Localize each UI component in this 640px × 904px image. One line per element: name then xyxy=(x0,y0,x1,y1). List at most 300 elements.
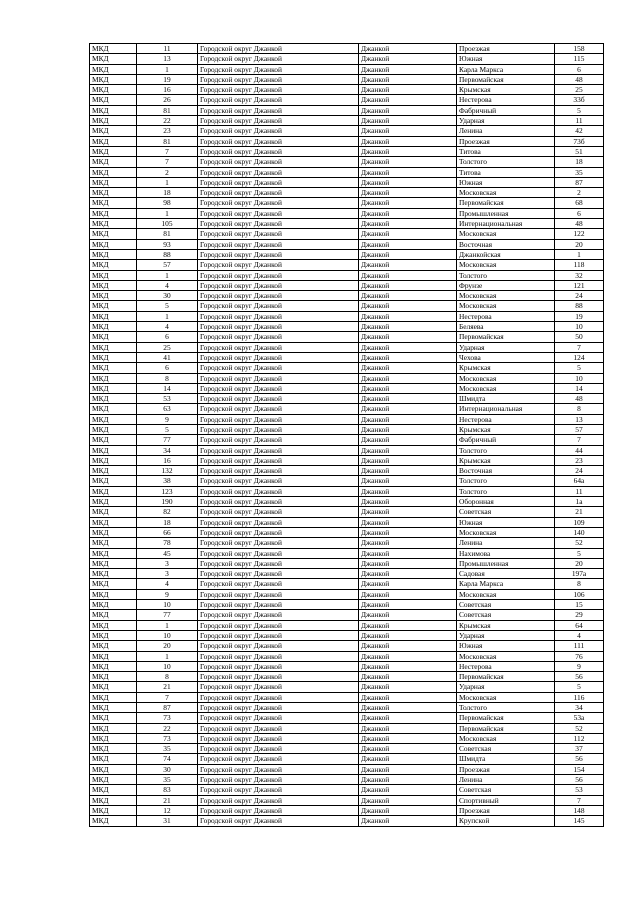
object-type-cell: МКД xyxy=(90,126,137,136)
street-cell: Первомайская xyxy=(457,672,555,682)
number-cell: 35 xyxy=(137,744,198,754)
city-cell: Джанкой xyxy=(359,332,457,342)
city-cell: Джанкой xyxy=(359,188,457,198)
city-cell: Джанкой xyxy=(359,651,457,661)
city-cell: Джанкой xyxy=(359,239,457,249)
municipality-cell: Городской округ Джанкой xyxy=(198,507,359,517)
table-row xyxy=(90,754,604,764)
street-cell: Нестерова xyxy=(457,311,555,321)
table-row xyxy=(90,816,604,826)
house-number-cell: 64а xyxy=(555,476,604,486)
municipality-cell: Городской округ Джанкой xyxy=(198,754,359,764)
object-type-cell: МКД xyxy=(90,116,137,126)
number-cell: 38 xyxy=(137,476,198,486)
house-number-cell: 24 xyxy=(555,291,604,301)
number-cell: 35 xyxy=(137,775,198,785)
house-number-cell: 122 xyxy=(555,229,604,239)
object-type-cell: МКД xyxy=(90,692,137,702)
number-cell: 13 xyxy=(137,54,198,64)
number-cell: 11 xyxy=(137,44,198,54)
number-cell: 45 xyxy=(137,548,198,558)
object-type-cell: МКД xyxy=(90,579,137,589)
street-cell: Титова xyxy=(457,146,555,156)
house-number-cell: 33б xyxy=(555,95,604,105)
number-cell: 98 xyxy=(137,198,198,208)
street-cell: Толстого xyxy=(457,270,555,280)
object-type-cell: МКД xyxy=(90,260,137,270)
street-cell: Спортивный xyxy=(457,795,555,805)
house-number-cell: 57 xyxy=(555,424,604,434)
house-number-cell: 6 xyxy=(555,64,604,74)
house-number-cell: 29 xyxy=(555,610,604,620)
object-type-cell: МКД xyxy=(90,497,137,507)
city-cell: Джанкой xyxy=(359,157,457,167)
house-number-cell: 7 xyxy=(555,342,604,352)
house-number-cell: 13 xyxy=(555,414,604,424)
municipality-cell: Городской округ Джанкой xyxy=(198,249,359,259)
object-type-cell: МКД xyxy=(90,610,137,620)
house-number-cell: 111 xyxy=(555,641,604,651)
house-number-cell: 4 xyxy=(555,630,604,640)
number-cell: 5 xyxy=(137,301,198,311)
object-type-cell: МКД xyxy=(90,383,137,393)
street-cell: Южная xyxy=(457,517,555,527)
table-row xyxy=(90,208,604,218)
house-number-cell: 87 xyxy=(555,177,604,187)
object-type-cell: МКД xyxy=(90,301,137,311)
municipality-cell: Городской округ Джанкой xyxy=(198,54,359,64)
city-cell: Джанкой xyxy=(359,682,457,692)
object-type-cell: МКД xyxy=(90,188,137,198)
street-cell: Московская xyxy=(457,229,555,239)
municipality-cell: Городской округ Джанкой xyxy=(198,713,359,723)
city-cell: Джанкой xyxy=(359,363,457,373)
city-cell: Джанкой xyxy=(359,435,457,445)
number-cell: 1 xyxy=(137,177,198,187)
object-type-cell: МКД xyxy=(90,219,137,229)
table-row xyxy=(90,455,604,465)
table-row xyxy=(90,146,604,156)
city-cell: Джанкой xyxy=(359,476,457,486)
number-cell: 4 xyxy=(137,322,198,332)
object-type-cell: МКД xyxy=(90,105,137,115)
city-cell: Джанкой xyxy=(359,538,457,548)
table-row xyxy=(90,723,604,733)
house-number-cell: 53 xyxy=(555,785,604,795)
object-type-cell: МКД xyxy=(90,177,137,187)
table-row xyxy=(90,661,604,671)
table-row xyxy=(90,363,604,373)
table-row xyxy=(90,105,604,115)
object-type-cell: МКД xyxy=(90,527,137,537)
house-number-cell: 5 xyxy=(555,363,604,373)
city-cell: Джанкой xyxy=(359,126,457,136)
number-cell: 3 xyxy=(137,569,198,579)
municipality-cell: Городской округ Джанкой xyxy=(198,126,359,136)
object-type-cell: МКД xyxy=(90,198,137,208)
city-cell: Джанкой xyxy=(359,795,457,805)
number-cell: 63 xyxy=(137,404,198,414)
number-cell: 9 xyxy=(137,414,198,424)
house-number-cell: 64 xyxy=(555,620,604,630)
city-cell: Джанкой xyxy=(359,383,457,393)
house-number-cell: 50 xyxy=(555,332,604,342)
city-cell: Джанкой xyxy=(359,744,457,754)
city-cell: Джанкой xyxy=(359,352,457,362)
street-cell: Чехова xyxy=(457,352,555,362)
object-type-cell: МКД xyxy=(90,435,137,445)
street-cell: Промышленная xyxy=(457,558,555,568)
house-number-cell: 8 xyxy=(555,579,604,589)
street-cell: Южная xyxy=(457,54,555,64)
number-cell: 78 xyxy=(137,538,198,548)
number-cell: 1 xyxy=(137,208,198,218)
table-row xyxy=(90,507,604,517)
street-cell: Московская xyxy=(457,260,555,270)
city-cell: Джанкой xyxy=(359,177,457,187)
object-type-cell: МКД xyxy=(90,249,137,259)
city-cell: Джанкой xyxy=(359,723,457,733)
object-type-cell: МКД xyxy=(90,424,137,434)
house-number-cell: 112 xyxy=(555,733,604,743)
street-cell: Карла Маркса xyxy=(457,579,555,589)
house-number-cell: 116 xyxy=(555,692,604,702)
object-type-cell: МКД xyxy=(90,363,137,373)
object-type-cell: МКД xyxy=(90,44,137,54)
street-cell: Крымская xyxy=(457,363,555,373)
number-cell: 10 xyxy=(137,661,198,671)
object-type-cell: МКД xyxy=(90,74,137,84)
municipality-cell: Городской округ Джанкой xyxy=(198,270,359,280)
address-table-body xyxy=(90,44,604,827)
table-row xyxy=(90,435,604,445)
table-row xyxy=(90,394,604,404)
house-number-cell: 8 xyxy=(555,404,604,414)
table-row xyxy=(90,733,604,743)
number-cell: 21 xyxy=(137,795,198,805)
street-cell: Проезжая xyxy=(457,136,555,146)
street-cell: Садовая xyxy=(457,569,555,579)
object-type-cell: МКД xyxy=(90,311,137,321)
street-cell: Фабричный xyxy=(457,435,555,445)
house-number-cell: 21 xyxy=(555,507,604,517)
number-cell: 1 xyxy=(137,311,198,321)
number-cell: 8 xyxy=(137,672,198,682)
municipality-cell: Городской округ Джанкой xyxy=(198,352,359,362)
object-type-cell: МКД xyxy=(90,805,137,815)
street-cell: Нахимова xyxy=(457,548,555,558)
table-row xyxy=(90,785,604,795)
object-type-cell: МКД xyxy=(90,85,137,95)
table-row xyxy=(90,116,604,126)
object-type-cell: МКД xyxy=(90,95,137,105)
street-cell: Крымская xyxy=(457,620,555,630)
street-cell: Советская xyxy=(457,744,555,754)
city-cell: Джанкой xyxy=(359,764,457,774)
object-type-cell: МКД xyxy=(90,322,137,332)
house-number-cell: 1а xyxy=(555,497,604,507)
object-type-cell: МКД xyxy=(90,558,137,568)
house-number-cell: 140 xyxy=(555,527,604,537)
object-type-cell: МКД xyxy=(90,764,137,774)
house-number-cell: 48 xyxy=(555,394,604,404)
house-number-cell: 5 xyxy=(555,548,604,558)
object-type-cell: МКД xyxy=(90,785,137,795)
street-cell: Московская xyxy=(457,651,555,661)
street-cell: Советская xyxy=(457,785,555,795)
house-number-cell: 53а xyxy=(555,713,604,723)
municipality-cell: Городской округ Джанкой xyxy=(198,219,359,229)
number-cell: 1 xyxy=(137,651,198,661)
number-cell: 18 xyxy=(137,188,198,198)
table-row xyxy=(90,600,604,610)
table-row xyxy=(90,744,604,754)
table-row xyxy=(90,280,604,290)
municipality-cell: Городской округ Джанкой xyxy=(198,476,359,486)
object-type-cell: МКД xyxy=(90,641,137,651)
municipality-cell: Городской округ Джанкой xyxy=(198,703,359,713)
table-row xyxy=(90,85,604,95)
object-type-cell: МКД xyxy=(90,445,137,455)
number-cell: 7 xyxy=(137,157,198,167)
city-cell: Джанкой xyxy=(359,270,457,280)
object-type-cell: МКД xyxy=(90,538,137,548)
number-cell: 57 xyxy=(137,260,198,270)
street-cell: Проезжая xyxy=(457,764,555,774)
street-cell: Крымская xyxy=(457,424,555,434)
object-type-cell: МКД xyxy=(90,775,137,785)
table-row xyxy=(90,527,604,537)
house-number-cell: 7 xyxy=(555,795,604,805)
city-cell: Джанкой xyxy=(359,672,457,682)
number-cell: 30 xyxy=(137,764,198,774)
house-number-cell: 68 xyxy=(555,198,604,208)
municipality-cell: Городской округ Джанкой xyxy=(198,569,359,579)
number-cell: 20 xyxy=(137,641,198,651)
table-row xyxy=(90,404,604,414)
city-cell: Джанкой xyxy=(359,692,457,702)
table-row xyxy=(90,44,604,54)
street-cell: Восточная xyxy=(457,466,555,476)
city-cell: Джанкой xyxy=(359,322,457,332)
street-cell: Южная xyxy=(457,641,555,651)
house-number-cell: 14 xyxy=(555,383,604,393)
city-cell: Джанкой xyxy=(359,249,457,259)
table-row xyxy=(90,301,604,311)
municipality-cell: Городской округ Джанкой xyxy=(198,414,359,424)
municipality-cell: Городской округ Джанкой xyxy=(198,342,359,352)
municipality-cell: Городской округ Джанкой xyxy=(198,744,359,754)
number-cell: 1 xyxy=(137,270,198,280)
street-cell: Джанкойская xyxy=(457,249,555,259)
street-cell: Нестерова xyxy=(457,414,555,424)
street-cell: Первомайская xyxy=(457,723,555,733)
table-row xyxy=(90,95,604,105)
table-row xyxy=(90,764,604,774)
number-cell: 25 xyxy=(137,342,198,352)
street-cell: Советская xyxy=(457,610,555,620)
street-cell: Ленина xyxy=(457,775,555,785)
street-cell: Проезжая xyxy=(457,805,555,815)
table-row xyxy=(90,229,604,239)
number-cell: 132 xyxy=(137,466,198,476)
municipality-cell: Городской округ Джанкой xyxy=(198,373,359,383)
table-row xyxy=(90,558,604,568)
object-type-cell: МКД xyxy=(90,342,137,352)
city-cell: Джанкой xyxy=(359,64,457,74)
house-number-cell: 76 xyxy=(555,651,604,661)
street-cell: Ударная xyxy=(457,630,555,640)
table-row xyxy=(90,445,604,455)
city-cell: Джанкой xyxy=(359,54,457,64)
municipality-cell: Городской округ Джанкой xyxy=(198,394,359,404)
municipality-cell: Городской округ Джанкой xyxy=(198,64,359,74)
city-cell: Джанкой xyxy=(359,455,457,465)
number-cell: 53 xyxy=(137,394,198,404)
street-cell: Московская xyxy=(457,188,555,198)
city-cell: Джанкой xyxy=(359,105,457,115)
street-cell: Ударная xyxy=(457,682,555,692)
house-number-cell: 197а xyxy=(555,569,604,579)
number-cell: 31 xyxy=(137,816,198,826)
table-row xyxy=(90,332,604,342)
house-number-cell: 20 xyxy=(555,558,604,568)
street-cell: Восточная xyxy=(457,239,555,249)
street-cell: Первомайская xyxy=(457,198,555,208)
city-cell: Джанкой xyxy=(359,404,457,414)
object-type-cell: МКД xyxy=(90,517,137,527)
house-number-cell: 106 xyxy=(555,589,604,599)
table-row xyxy=(90,569,604,579)
object-type-cell: МКД xyxy=(90,394,137,404)
street-cell: Первомайская xyxy=(457,713,555,723)
object-type-cell: МКД xyxy=(90,733,137,743)
house-number-cell: 145 xyxy=(555,816,604,826)
street-cell: Московская xyxy=(457,301,555,311)
city-cell: Джанкой xyxy=(359,558,457,568)
municipality-cell: Городской округ Джанкой xyxy=(198,610,359,620)
object-type-cell: МКД xyxy=(90,352,137,362)
municipality-cell: Городской округ Джанкой xyxy=(198,517,359,527)
object-type-cell: МКД xyxy=(90,548,137,558)
object-type-cell: МКД xyxy=(90,476,137,486)
number-cell: 16 xyxy=(137,455,198,465)
house-number-cell: 115 xyxy=(555,54,604,64)
house-number-cell: 52 xyxy=(555,723,604,733)
house-number-cell: 51 xyxy=(555,146,604,156)
table-row xyxy=(90,692,604,702)
house-number-cell: 48 xyxy=(555,219,604,229)
city-cell: Джанкой xyxy=(359,85,457,95)
municipality-cell: Городской округ Джанкой xyxy=(198,589,359,599)
table-row xyxy=(90,177,604,187)
street-cell: Фабричный xyxy=(457,105,555,115)
municipality-cell: Городской округ Джанкой xyxy=(198,332,359,342)
house-number-cell: 10 xyxy=(555,373,604,383)
municipality-cell: Городской округ Джанкой xyxy=(198,260,359,270)
house-number-cell: 23 xyxy=(555,455,604,465)
table-row xyxy=(90,610,604,620)
municipality-cell: Городской округ Джанкой xyxy=(198,301,359,311)
object-type-cell: МКД xyxy=(90,661,137,671)
house-number-cell: 35 xyxy=(555,167,604,177)
street-cell: Московская xyxy=(457,383,555,393)
house-number-cell: 24 xyxy=(555,466,604,476)
number-cell: 7 xyxy=(137,146,198,156)
object-type-cell: МКД xyxy=(90,713,137,723)
street-cell: Московская xyxy=(457,373,555,383)
house-number-cell: 56 xyxy=(555,672,604,682)
house-number-cell: 52 xyxy=(555,538,604,548)
table-row xyxy=(90,126,604,136)
table-row xyxy=(90,136,604,146)
street-cell: Толстого xyxy=(457,703,555,713)
municipality-cell: Городской округ Джанкой xyxy=(198,383,359,393)
street-cell: Шмидта xyxy=(457,394,555,404)
table-row xyxy=(90,775,604,785)
object-type-cell: МКД xyxy=(90,239,137,249)
municipality-cell: Городской округ Джанкой xyxy=(198,548,359,558)
municipality-cell: Городской округ Джанкой xyxy=(198,239,359,249)
municipality-cell: Городской округ Джанкой xyxy=(198,672,359,682)
house-number-cell: 158 xyxy=(555,44,604,54)
city-cell: Джанкой xyxy=(359,74,457,84)
house-number-cell: 7 xyxy=(555,435,604,445)
house-number-cell: 48 xyxy=(555,74,604,84)
house-number-cell: 56 xyxy=(555,754,604,764)
number-cell: 4 xyxy=(137,579,198,589)
municipality-cell: Городской округ Джанкой xyxy=(198,764,359,774)
object-type-cell: МКД xyxy=(90,146,137,156)
city-cell: Джанкой xyxy=(359,280,457,290)
street-cell: Ударная xyxy=(457,116,555,126)
object-type-cell: МКД xyxy=(90,291,137,301)
house-number-cell: 88 xyxy=(555,301,604,311)
object-type-cell: МКД xyxy=(90,136,137,146)
number-cell: 93 xyxy=(137,239,198,249)
table-row xyxy=(90,322,604,332)
table-row xyxy=(90,805,604,815)
city-cell: Джанкой xyxy=(359,610,457,620)
table-row xyxy=(90,311,604,321)
object-type-cell: МКД xyxy=(90,723,137,733)
table-row xyxy=(90,74,604,84)
table-row xyxy=(90,260,604,270)
municipality-cell: Городской округ Джанкой xyxy=(198,116,359,126)
municipality-cell: Городской округ Джанкой xyxy=(198,600,359,610)
municipality-cell: Городской округ Джанкой xyxy=(198,733,359,743)
number-cell: 73 xyxy=(137,733,198,743)
street-cell: Советская xyxy=(457,507,555,517)
street-cell: Нестерова xyxy=(457,661,555,671)
street-cell: Интернациональная xyxy=(457,404,555,414)
table-row xyxy=(90,157,604,167)
municipality-cell: Городской округ Джанкой xyxy=(198,311,359,321)
number-cell: 74 xyxy=(137,754,198,764)
city-cell: Джанкой xyxy=(359,424,457,434)
house-number-cell: 1 xyxy=(555,249,604,259)
table-row xyxy=(90,188,604,198)
number-cell: 34 xyxy=(137,445,198,455)
street-cell: Южная xyxy=(457,177,555,187)
street-cell: Толстого xyxy=(457,157,555,167)
table-row xyxy=(90,167,604,177)
object-type-cell: МКД xyxy=(90,672,137,682)
city-cell: Джанкой xyxy=(359,208,457,218)
object-type-cell: МКД xyxy=(90,569,137,579)
house-number-cell: 2 xyxy=(555,188,604,198)
object-type-cell: МКД xyxy=(90,157,137,167)
